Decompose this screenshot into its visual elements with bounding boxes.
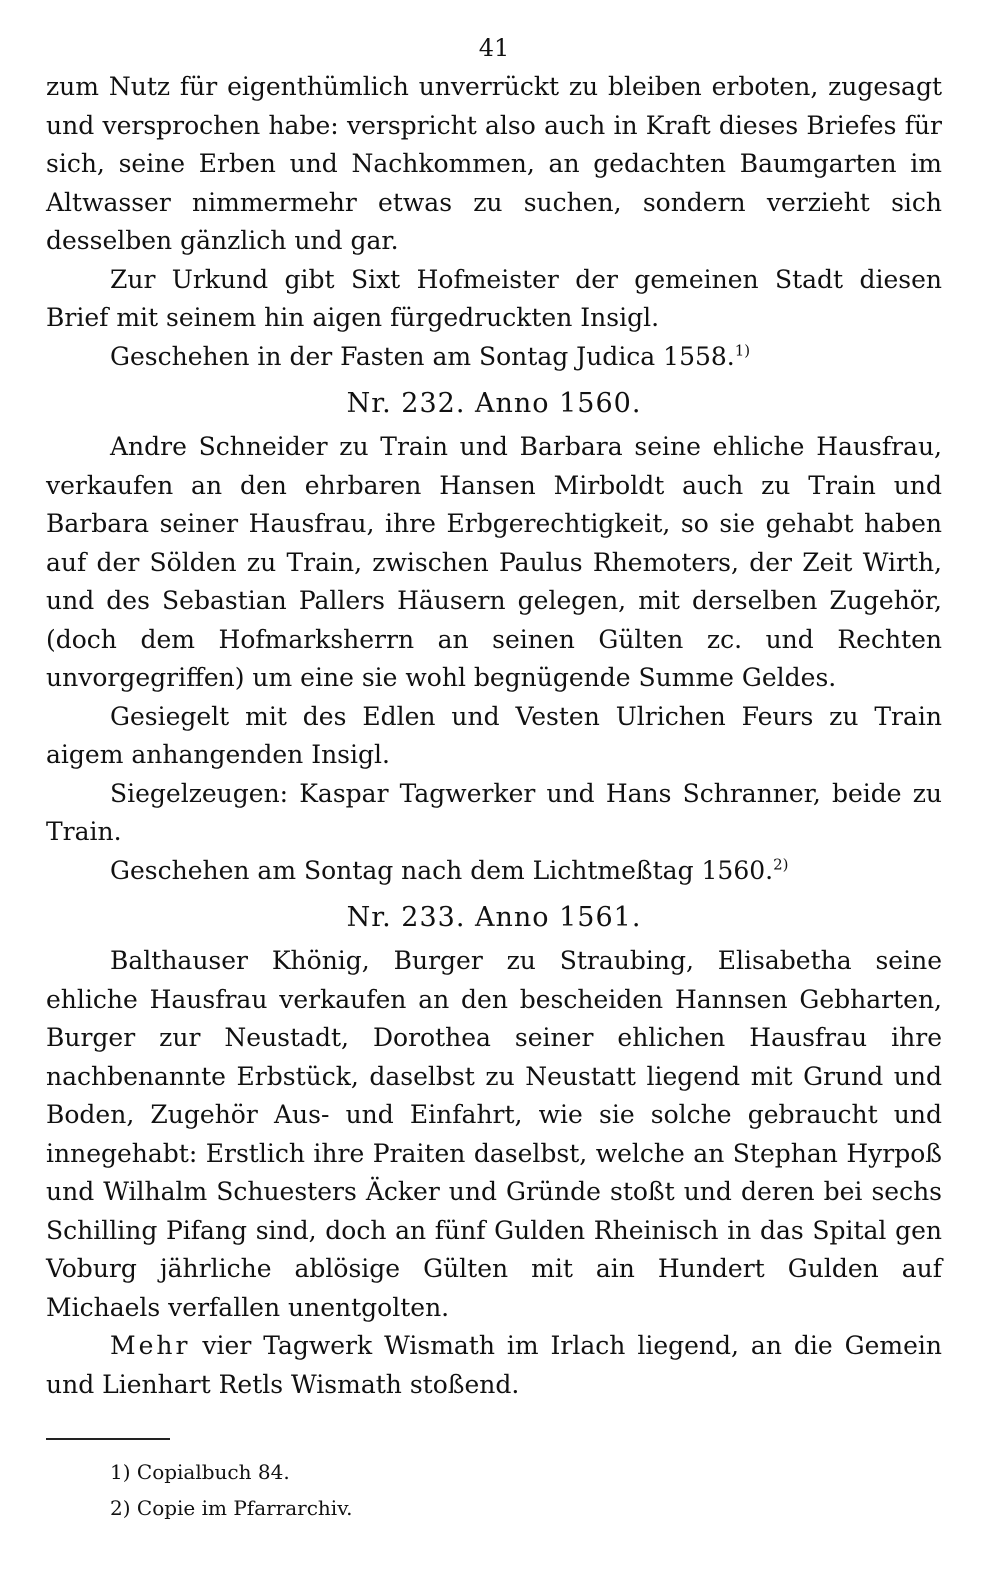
document-page [46, 28, 942, 1526]
paragraph-closing-1558 [46, 338, 942, 377]
emphasized-word: Mehr [110, 1331, 191, 1360]
paragraph-witnesses-232: Siegelzeugen: Kaspar Tagwerker und Hans Schranner, beide zu Train. [46, 778, 942, 846]
entry-heading-233: Nr. 233. Anno 1561. [346, 902, 642, 933]
paragraph-closing-1560 [46, 852, 942, 891]
footnote-marker: 1) [734, 341, 751, 360]
paragraph-sale-232: Andre Schneider zu Train und Barbara seine ehliche Hausfrau, verkaufen an den ehrbaren Hansen Mirboldt auch zu Train und Barbara seiner Hausfrau, ihre Erbgerechtigkeit, so sie gehabt haben auf der Sölden zu Train, zwischen Paulus Rhemoters, der Zeit Wirth, und des Sebastian Pallers Häusern gelegen, mit derselben Zugehör, (doch dem Hofmarksherrn an seinen Gülten zc. und Rechten unvorgegriffen) um eine sie wohl begnügende Summe Geldes. [46, 432, 942, 692]
paragraph-urkund: Zur Urkund gibt Sixt Hofmeister der gemeinen Stadt diesen Brief mit seinem hin aigen fürgedruckten Insigl. [46, 264, 942, 332]
paragraph-sale-233: Balthauser Khönig, Burger zu Straubing, Elisabetha seine ehliche Hausfrau verkaufen an den bescheiden Hannsen Gebharten, Burger zur Neustadt, Dorothea seiner ehlichen Hausfrau ihre nachbenannte Erbstück, daselbst zu Neustatt liegend mit Grund und Boden, Zugehör Aus- und Einfahrt, wie sie solche gebraucht und innegehabt: Erstlich ihre Praiten daselbst, welche an Stephan Hyrpoß und Wilhalm Schuesters Äcker und Gründe stoßt und deren bei sechs Schilling Pifang sind, doch an fünf Gulden Rheinisch in das Spital gen Voburg jährliche ablösige Gülten mit ain Hundert Gulden auf Michaels verfallen unentgolten. [46, 946, 942, 1322]
footnote-marker: 2) [773, 855, 789, 874]
closing-text: Geschehen am Sontag nach dem Lichtmeßtag 1560. [110, 855, 774, 885]
paragraph-seal-232: Gesiegelt mit des Edlen und Vesten Ulrichen Feurs zu Train aigem anhangenden Insigl. [46, 701, 942, 769]
paragraph-mehr-233 [46, 1327, 942, 1404]
closing-text: Geschehen in der Fasten am Sontag Judica 1558. [110, 341, 735, 371]
entry-heading-232: Nr. 232. Anno 1560. [346, 388, 642, 419]
footnote-2: 2) Copie im Pfarrarchiv. [110, 1496, 353, 1520]
footnote-1: 1) Copialbuch 84. [110, 1460, 290, 1484]
footnote-divider [46, 1438, 170, 1440]
paragraph-text: vier Tagwerk Wismath im Irlach liegend, an die Gemein und Lienhart Retls Wismath stoßend. [46, 1331, 942, 1399]
paragraph-continuation: zum Nutz für eigenthümlich unverrückt zu bleiben erboten, zugesagt und versprochen habe: verspricht also auch in Kraft dieses Briefes für sich, seine Erben und Nachkommen, an gedachten Baumgarten im Altwasser nimmermehr etwas zu suchen, sondern verzieht sich desselben gänzlich und gar. [46, 72, 942, 255]
page-number: 41 [478, 34, 510, 62]
